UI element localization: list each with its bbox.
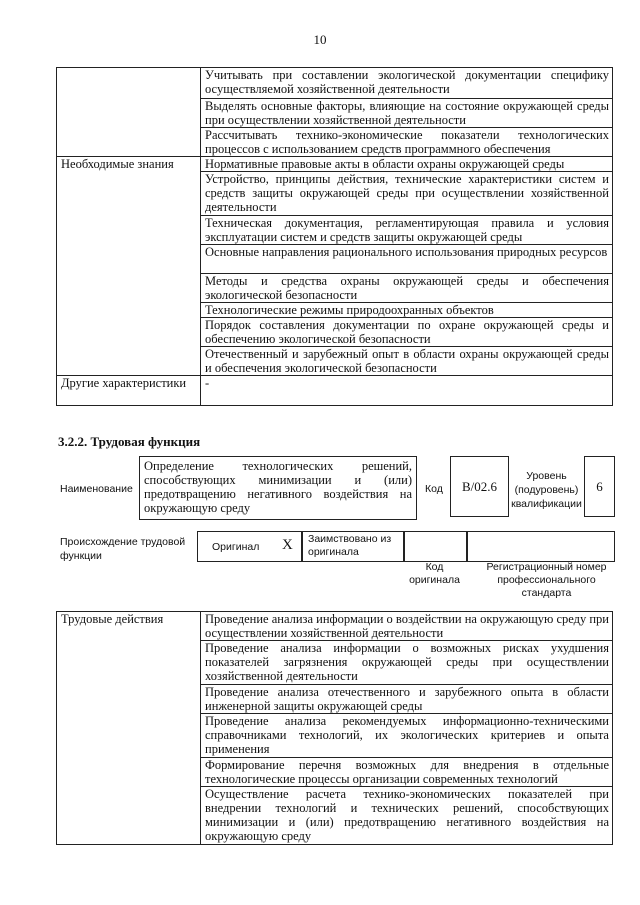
list-item: Учитывать при составлении экологической документации специфику осуществляемой хозяйственной деятельности	[201, 68, 613, 99]
original-mark: X	[282, 537, 293, 553]
list-item: Выделять основные факторы, влияющие на состояние окружающей среды при осуществлении хозяйственной деятельности	[201, 99, 613, 128]
list-item: Проведение анализа отечественного и зарубежного опыта в области инженерной защиты окружающей среды	[201, 685, 613, 714]
name-label: Наименование	[60, 483, 133, 495]
list-item: Техническая документация, регламентирующая правила и условия эксплуатации систем и средств защиты окружающей среды	[201, 216, 613, 245]
function-code-box: В/02.6	[450, 456, 509, 517]
reg-number-box	[466, 531, 615, 562]
original-box	[197, 531, 303, 562]
list-item: Устройство, принципы действия, технические характеристики систем и средств защиты окружающей среды при осуществлении хозяйственной деятельности	[201, 172, 613, 216]
list-item: Рассчитывать технико-экономические показатели технологических процессов с использованием средств программного обеспечения	[201, 128, 613, 157]
code-original-box	[403, 531, 468, 562]
code-label: Код	[425, 483, 443, 495]
function-name-box: Определение технологических решений, способствующих минимизации и (или) предотвращению негативного воздействия на окружающую среду	[139, 456, 417, 520]
skills-knowledge-table	[56, 67, 613, 406]
borrowed-box	[301, 531, 405, 562]
table-row	[57, 157, 613, 172]
section-title: 3.2.2. Трудовая функция	[58, 434, 201, 449]
reg-number-caption: Регистрационный номер профессионального стандарта	[486, 561, 607, 599]
row-label-empty	[57, 68, 201, 157]
list-item: Проведение анализа рекомендуемых информационно-техническими справочниками технологий, их экологических критериев и опыта применения	[201, 714, 613, 758]
list-item: Порядок составления документации по охране окружающей среды и обеспечению экологической безопасности	[201, 318, 613, 347]
row-label-other: Другие характеристики	[57, 376, 201, 406]
page-number: 10	[313, 32, 327, 47]
labor-actions-table	[56, 611, 613, 845]
list-item: Проведение анализа информации о возможных рисках ухудшения показателей загрязнения окружающей среды при осуществлении хозяйственной деятельности	[201, 641, 613, 685]
level-label: Уровень (подуровень) квалификации	[511, 470, 582, 510]
table-row	[57, 376, 613, 406]
list-item: Основные направления рационального использования природных ресурсов	[201, 245, 613, 274]
list-item: Нормативные правовые акты в области охраны окружающей среды	[201, 157, 613, 172]
original-label: Оригинал	[212, 541, 260, 553]
origin-label: Происхождение трудовой функции	[60, 536, 186, 562]
list-item: Технологические режимы природоохранных объектов	[201, 303, 613, 318]
table-row	[57, 68, 613, 99]
code-original-caption: Код оригинала	[409, 561, 460, 586]
list-item: Методы и средства охраны окружающей среды и обеспечения экологической безопасности	[201, 274, 613, 303]
row-label-knowledge: Необходимые знания	[57, 157, 201, 376]
list-item: Осуществление расчета технико-экономических показателей при внедрении технологий и технических решений, способствующих минимизации и (или) предотвращению негативного воздействия на окружающую среду	[201, 787, 613, 845]
list-item: Проведение анализа информации о воздействии на окружающую среду при осуществлении хозяйственной деятельности	[201, 612, 613, 641]
borrowed-label: Заимствовано из оригинала	[308, 533, 392, 558]
list-item: -	[201, 376, 613, 406]
list-item: Формирование перечня возможных для внедрения в отдельные технологические процессы организации современных технологий	[201, 758, 613, 787]
level-box: 6	[584, 456, 615, 517]
table-row	[57, 612, 613, 641]
list-item: Отечественный и зарубежный опыт в области охраны окружающей среды и обеспечения экологической безопасности	[201, 347, 613, 376]
row-label-labor-actions: Трудовые действия	[57, 612, 201, 845]
